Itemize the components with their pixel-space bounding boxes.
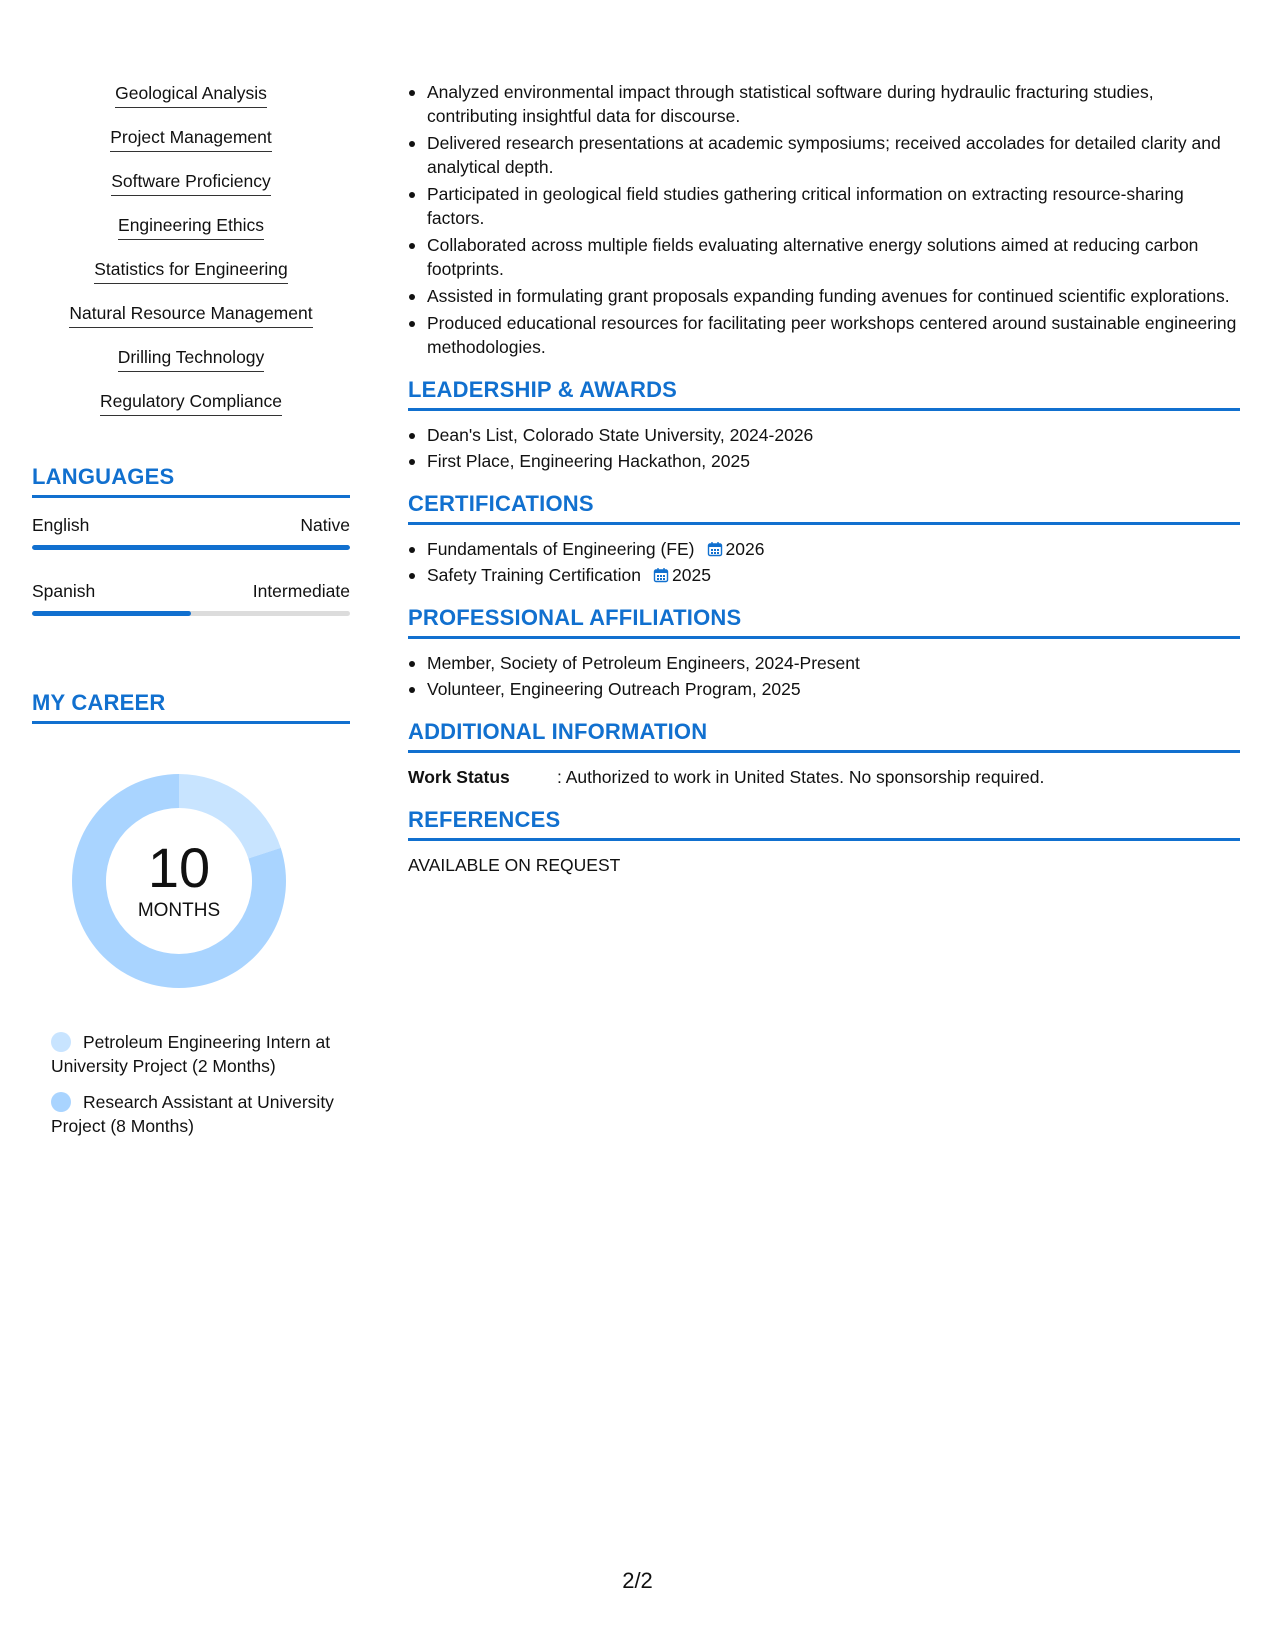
certification-name: Fundamentals of Engineering (FE) <box>427 539 695 559</box>
experience-bullet: Delivered research presentations at academic symposiums; received accolades for detailed clarity and analytical depth. <box>408 131 1240 179</box>
skill-item: Statistics for Engineering <box>94 258 288 284</box>
language-item <box>32 580 350 616</box>
career-legend <box>51 1030 341 1138</box>
leadership-item: First Place, Engineering Hackathon, 2025 <box>408 449 1240 473</box>
skills-list <box>32 82 350 434</box>
career-heading: MY CAREER <box>32 690 350 724</box>
language-item <box>32 514 350 550</box>
language-level: Intermediate <box>252 581 350 601</box>
references-section <box>408 807 1240 877</box>
affiliation-item: Member, Society of Petroleum Engineers, 2024-Present <box>408 651 1240 675</box>
certifications-list <box>408 537 1240 587</box>
legend-label: Research Assistant at University Project (8 Months) <box>51 1092 334 1136</box>
language-name: English <box>32 515 90 535</box>
page-number: 2/2 <box>622 1568 653 1593</box>
skill-item: Geological Analysis <box>115 82 267 108</box>
certification-name: Safety Training Certification <box>427 565 641 585</box>
additional-info-section <box>408 719 1240 789</box>
experience-bullet: Analyzed environmental impact through statistical software during hydraulic fracturing studies, contributing insightful data for discourse. <box>408 80 1240 128</box>
additional-info-heading: ADDITIONAL INFORMATION <box>408 719 1240 753</box>
legend-dot <box>51 1092 71 1112</box>
skill-item: Regulatory Compliance <box>100 390 282 416</box>
skill-item: Natural Resource Management <box>69 302 312 328</box>
affiliations-section <box>408 605 1240 701</box>
leadership-heading: LEADERSHIP & AWARDS <box>408 377 1240 411</box>
calendar-icon <box>707 541 723 557</box>
leadership-section <box>408 377 1240 473</box>
career-section <box>32 690 350 1138</box>
certification-item <box>408 563 1240 587</box>
career-total-months: 10 <box>147 836 211 899</box>
experience-bullet: Participated in geological field studies gathering critical information on extracting resource-sharing factors. <box>408 182 1240 230</box>
legend-item <box>51 1030 341 1078</box>
work-status-value: : Authorized to work in United States. No sponsorship required. <box>557 767 1045 787</box>
skill-item: Engineering Ethics <box>118 214 264 240</box>
work-status-row <box>408 765 1240 789</box>
language-proficiency-fill <box>32 545 350 550</box>
certifications-heading: CERTIFICATIONS <box>408 491 1240 525</box>
certification-year: 2025 <box>672 565 711 585</box>
work-status-label: Work Status <box>408 767 510 787</box>
language-name: Spanish <box>32 581 96 601</box>
skill-item: Project Management <box>110 126 271 152</box>
affiliations-heading: PROFESSIONAL AFFILIATIONS <box>408 605 1240 639</box>
certification-item <box>408 537 1240 561</box>
donut-center <box>66 838 292 922</box>
language-proficiency-bar <box>32 611 350 616</box>
certifications-section <box>408 491 1240 587</box>
right-column <box>408 80 1240 877</box>
experience-bullet: Produced educational resources for facilitating peer workshops centered around sustainable engineering methodologies. <box>408 311 1240 359</box>
languages-heading: LANGUAGES <box>32 464 350 498</box>
affiliations-list <box>408 651 1240 701</box>
experience-bullet: Collaborated across multiple fields evaluating alternative energy solutions aimed at reducing carbon footprints. <box>408 233 1240 281</box>
skill-item: Drilling Technology <box>118 346 265 372</box>
legend-item <box>51 1090 341 1138</box>
language-level: Native <box>300 515 350 535</box>
references-text: AVAILABLE ON REQUEST <box>408 855 621 875</box>
language-proficiency-bar <box>32 545 350 550</box>
affiliation-item: Volunteer, Engineering Outreach Program, 2025 <box>408 677 1240 701</box>
references-heading: REFERENCES <box>408 807 1240 841</box>
experience-bullet: Assisted in formulating grant proposals expanding funding avenues for continued scientific explorations. <box>408 284 1240 308</box>
legend-dot <box>51 1032 71 1052</box>
languages-section <box>32 464 350 616</box>
leadership-item: Dean's List, Colorado State University, 2024-2026 <box>408 423 1240 447</box>
certification-year: 2026 <box>725 539 765 559</box>
experience-bullets <box>408 80 1240 359</box>
language-proficiency-fill <box>32 611 191 616</box>
skill-item: Software Proficiency <box>111 170 271 196</box>
career-total-unit: MONTHS <box>137 900 221 921</box>
career-donut-chart <box>66 768 292 994</box>
left-column <box>32 82 350 1150</box>
calendar-icon <box>653 567 669 583</box>
legend-label: Petroleum Engineering Intern at University Project (2 Months) <box>51 1032 331 1076</box>
leadership-list <box>408 423 1240 473</box>
